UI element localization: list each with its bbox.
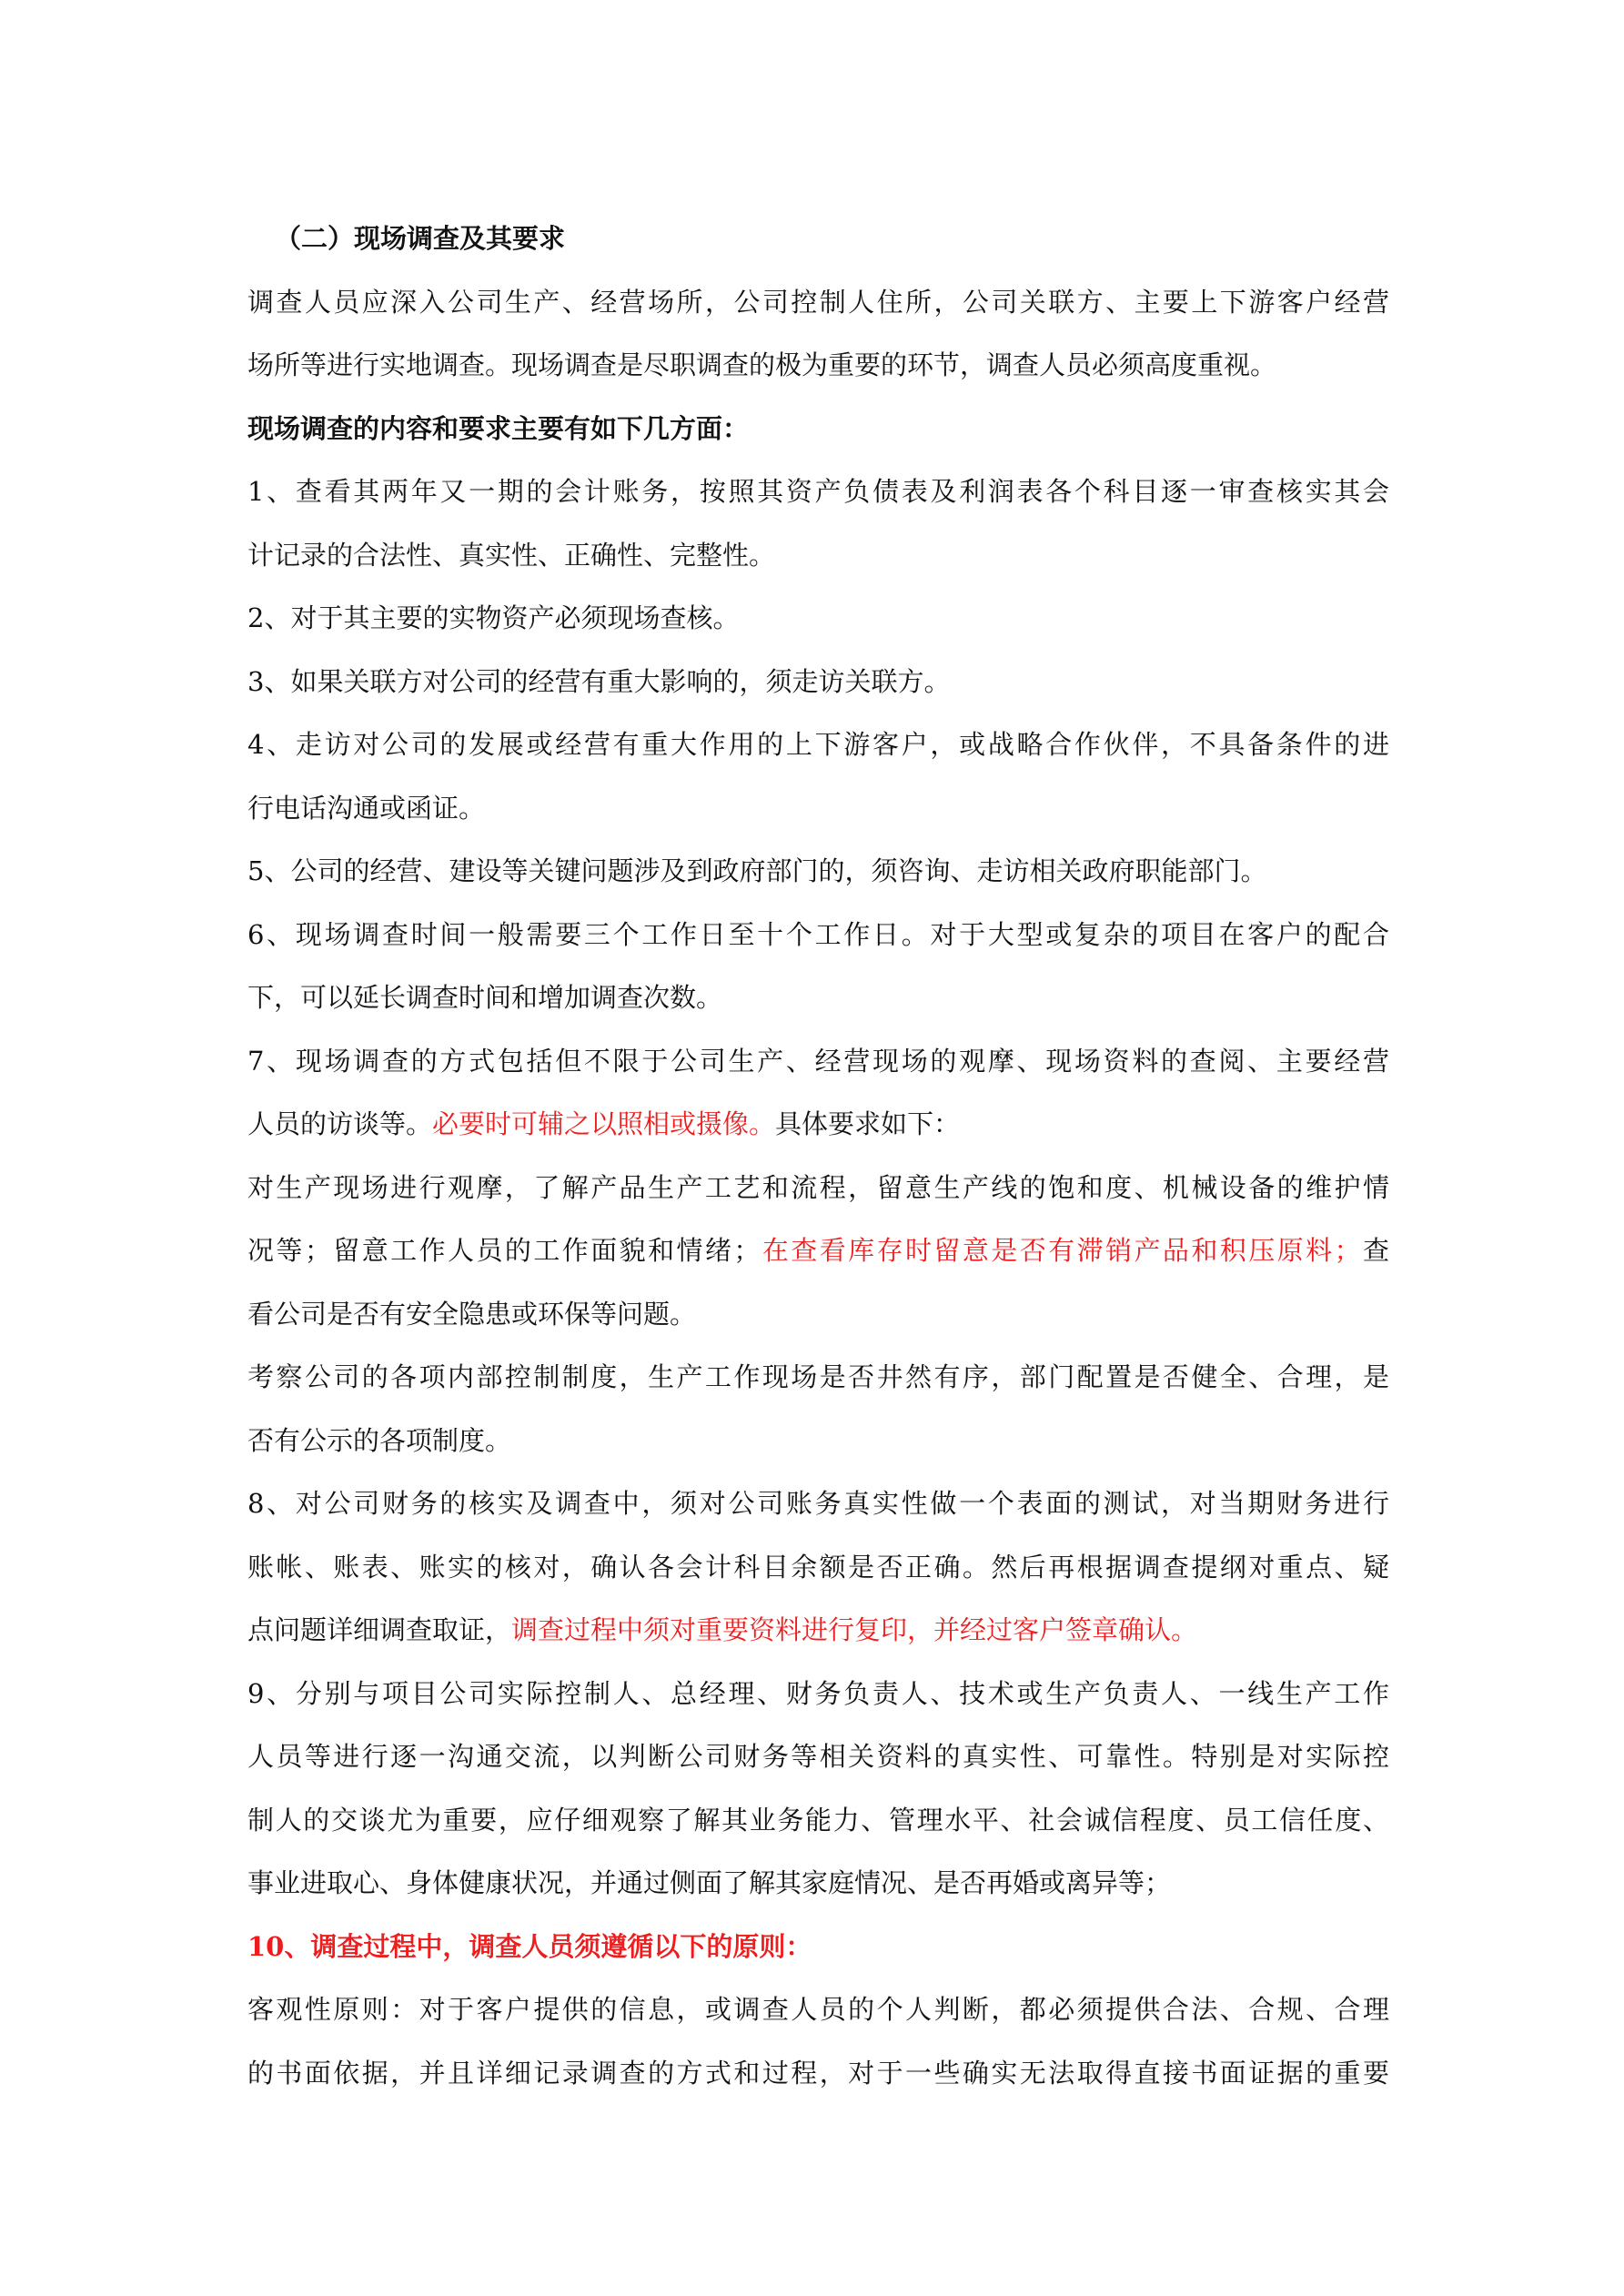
- paragraph-1-line-3: 看公司是否有安全隐患或环保等问题。: [247, 1298, 697, 1330]
- section-title: （二）现场调查及其要求: [275, 223, 566, 254]
- objectivity-line-1: 客观性原则：对于客户提供的信息，或调查人员的个人判断，都必须提供合法、合规、合理: [247, 1994, 1389, 2025]
- item-9-line-1: 9、分别与项目公司实际控制人、总经理、财务负责人、技术或生产负责人、一线生产工作: [247, 1677, 1389, 1709]
- item-9-line-4: 事业进取心、身体健康状况，并通过侧面了解其家庭情况、是否再婚或离异等；: [247, 1867, 1172, 1898]
- item-7-line-1: 7、现场调查的方式包括但不限于公司生产、经营现场的观摩、现场资料的查阅、主要经营: [247, 1045, 1389, 1077]
- item-4-line-2: 行电话沟通或函证。: [247, 792, 486, 824]
- paragraph-1-line-2: [247, 1219, 1389, 1283]
- item-6-line-1: 6、现场调查时间一般需要三个工作日至十个工作日。对于大型或复杂的项目在客户的配合: [247, 918, 1389, 950]
- item-8-line-1: 8、对公司财务的核实及调查中，须对公司账务真实性做一个表面的测试，对当期财务进行: [247, 1488, 1389, 1519]
- item-10-heading: 10、调查过程中，调查人员须遵循以下的原则：: [247, 1930, 812, 1962]
- paragraph-1-line-2-text-a: 况等；留意工作人员的工作面貌和情绪；: [247, 1235, 761, 1266]
- item-7-highlight: 必要时可辅之以照相或摄像。: [432, 1108, 776, 1139]
- item-8-line-2: 账帐、账表、账实的核对，确认各会计科目余额是否正确。然后再根据调查提纲对重点、疑: [247, 1551, 1389, 1583]
- item-7-line-2: [247, 1093, 1389, 1157]
- paragraph-1-line-2-text-b: 查: [1360, 1235, 1389, 1266]
- item-1-line-2: 计记录的合法性、真实性、正确性、完整性。: [247, 539, 776, 571]
- item-1-line-1: 1、查看其两年又一期的会计账务，按照其资产负债表及利润表各个科目逐一审查核实其会: [247, 476, 1389, 507]
- item-9-line-3: 制人的交谈尤为重要，应仔细观察了解其业务能力、管理水平、社会诚信程度、员工信任度、: [247, 1804, 1389, 1836]
- item-9-line-2: 人员等进行逐一沟通交流，以判断公司财务等相关资料的真实性、可靠性。特别是对实际控: [247, 1741, 1389, 1772]
- intro-line-1: 调查人员应深入公司生产、经营场所，公司控制人住所，公司关联方、主要上下游客户经营: [247, 286, 1389, 318]
- item-2: 2、对于其主要的实物资产必须现场查核。: [247, 602, 740, 633]
- item-8-highlight: 调查过程中须对重要资料进行复印，并经过客户签章确认。: [511, 1614, 1198, 1645]
- item-5: 5、公司的经营、建设等关键问题涉及到政府部门的，须咨询、走访相关政府职能部门。: [247, 855, 1267, 886]
- item-7-line-2-text-b: 具体要求如下：: [775, 1108, 961, 1139]
- item-7-line-2-text-a: 人员的访谈等。: [247, 1108, 433, 1139]
- document-body: [247, 207, 1389, 2105]
- item-3: 3、如果关联方对公司的经营有重大影响的，须走访关联方。: [247, 665, 951, 697]
- contents-heading: 现场调查的内容和要求主要有如下几方面：: [247, 412, 750, 444]
- paragraph-2-line-2: 否有公示的各项制度。: [247, 1424, 512, 1456]
- objectivity-line-2: 的书面依据，并且详细记录调查的方式和过程，对于一些确实无法取得直接书面证据的重要: [247, 2057, 1389, 2089]
- paragraph-2-line-1: 考察公司的各项内部控制制度，生产工作现场是否井然有序，部门配置是否健全、合理，是: [247, 1361, 1389, 1392]
- item-4-line-1: 4、走访对公司的发展或经营有重大作用的上下游客户，或战略合作伙伴，不具备条件的进: [247, 729, 1389, 760]
- intro-line-2: 场所等进行实地调查。现场调查是尽职调查的极为重要的环节，调查人员必须高度重视。: [247, 349, 1277, 380]
- paragraph-1-line-1: 对生产现场进行观摩，了解产品生产工艺和流程，留意生产线的饱和度、机械设备的维护情: [247, 1171, 1389, 1203]
- paragraph-1-highlight: 在查看库存时留意是否有滞销产品和积压原料；: [760, 1235, 1361, 1266]
- item-6-line-2: 下，可以延长调查时间和增加调查次数。: [247, 982, 723, 1013]
- item-8-line-3: [247, 1599, 1389, 1663]
- item-8-line-3-text-a: 点问题详细调查取证，: [247, 1614, 512, 1645]
